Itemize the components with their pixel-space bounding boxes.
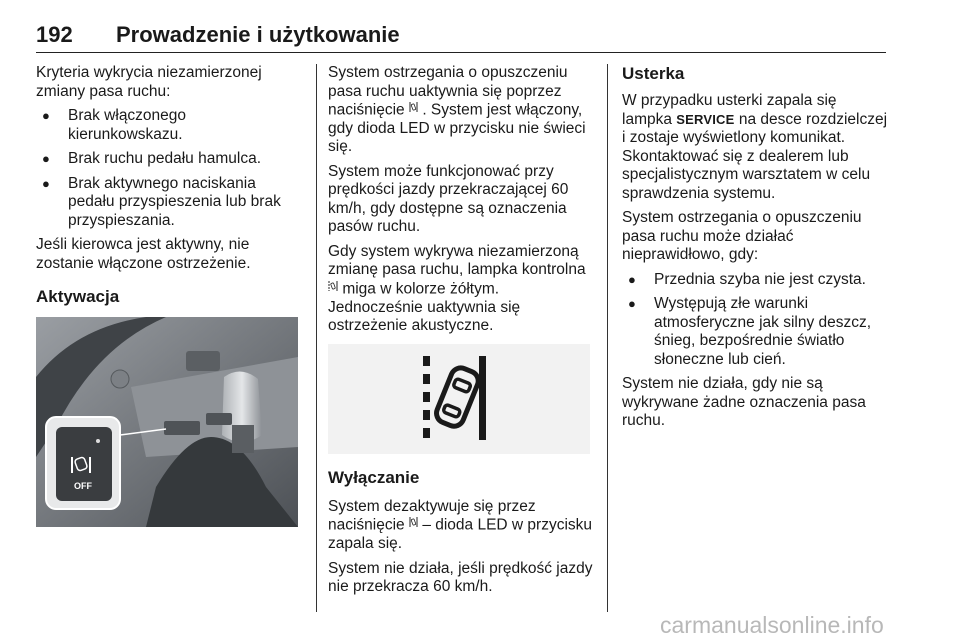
text-run: System ostrzegania o opuszczeniu pasa ruchu uaktywnia się poprzez naciśnięcie: [328, 64, 568, 119]
criteria-list: [36, 107, 304, 230]
section-heading-usterka: Usterka: [622, 64, 685, 83]
column-divider: [607, 64, 608, 612]
text-run: . System jest włączony, gdy dioda LED w przycisku nie świeci się.: [328, 101, 586, 156]
service-indicator: SERVICE: [676, 111, 735, 127]
low-speed-paragraph: System nie działa, jeśli prędkość jazdy nie przekracza 60 km/h.: [328, 559, 593, 596]
lane-departure-icon: [328, 280, 338, 299]
text-run: miga w kolorze żółtym. Jednocześnie uaktywnia się ostrzeżenie akustyczne.: [328, 280, 521, 335]
gear-console-illustration: [36, 317, 298, 527]
speed-paragraph: System może funkcjonować przy prędkości jazdy przekraczającej 60 km/h, gdy dostępne są oznaczenia pasów ruchu.: [328, 162, 569, 236]
lane-departure-icon-illustration: [328, 344, 590, 454]
section-heading-aktywacja: Aktywacja: [36, 287, 120, 306]
criteria-intro: Kryteria wykrycia niezamierzonej zmiany pasa ruchu:: [36, 64, 262, 100]
warning-paragraph: [328, 243, 596, 336]
off-label: OFF: [74, 481, 92, 491]
column-1: [36, 64, 304, 527]
malfunction-list: [622, 271, 890, 370]
fault-paragraph: [622, 92, 890, 203]
lane-departure-icon: [419, 354, 499, 444]
column-divider: [316, 64, 317, 612]
text-run: Gdy system wykrywa niezamierzoną zmianę pasa ruchu, lampka kontrolna: [328, 242, 586, 279]
watermark: carmanualsonline.info: [660, 612, 884, 638]
list-item: ● Brak aktywnego naciskania pedału przyspieszenia lub brak przyspieszania.: [36, 175, 304, 231]
text-run: na desce rozdzielczej i zostaje wyświetlony komunikat. Skontaktować się z dealerem lub specjalistycznym warsztatem w celu sprawdzenia systemu.: [622, 110, 888, 202]
column-3: [622, 64, 890, 437]
page-header: [36, 18, 886, 53]
list-item: ● Brak ruchu pedału hamulca.: [36, 150, 304, 169]
list-item: ● Brak włączonego kierunkowskazu.: [36, 107, 304, 144]
page-title: Prowadzenie i użytkowanie: [116, 22, 400, 47]
list-item: ● Występują złe warunki atmosferyczne jak silny deszcz, śnieg, bezpośrednie światło słoneczne lub cień.: [622, 295, 890, 369]
no-markings-paragraph: System nie działa, gdy nie są wykrywane żadne oznaczenia pasa ruchu.: [622, 375, 866, 429]
text-run: W przypadku usterki zapala się lampka: [622, 92, 837, 128]
list-item: ● Przednia szyba nie jest czysta.: [622, 271, 890, 290]
text-run: – dioda LED w przycisku zapala się.: [328, 516, 593, 553]
lane-departure-button-icon: [409, 101, 418, 120]
section-heading-wylaczanie: Wyłączanie: [328, 467, 420, 487]
driver-active-note: Jeśli kierowca jest aktywny, nie zostanie włączone ostrzeżenie.: [36, 236, 251, 272]
gear-console-drawing: [36, 317, 298, 527]
page-number: 192: [36, 22, 73, 47]
malfunction-intro: System ostrzegania o opuszczeniu pasa ruchu może działać nieprawidłowo, gdy:: [622, 209, 862, 263]
text-run: System dezaktywuje się przez naciśnięcie: [328, 497, 536, 534]
activation-paragraph: [328, 64, 596, 157]
column-2: [328, 64, 596, 603]
lane-departure-button-icon: [409, 516, 418, 535]
deactivation-paragraph: [328, 498, 596, 554]
